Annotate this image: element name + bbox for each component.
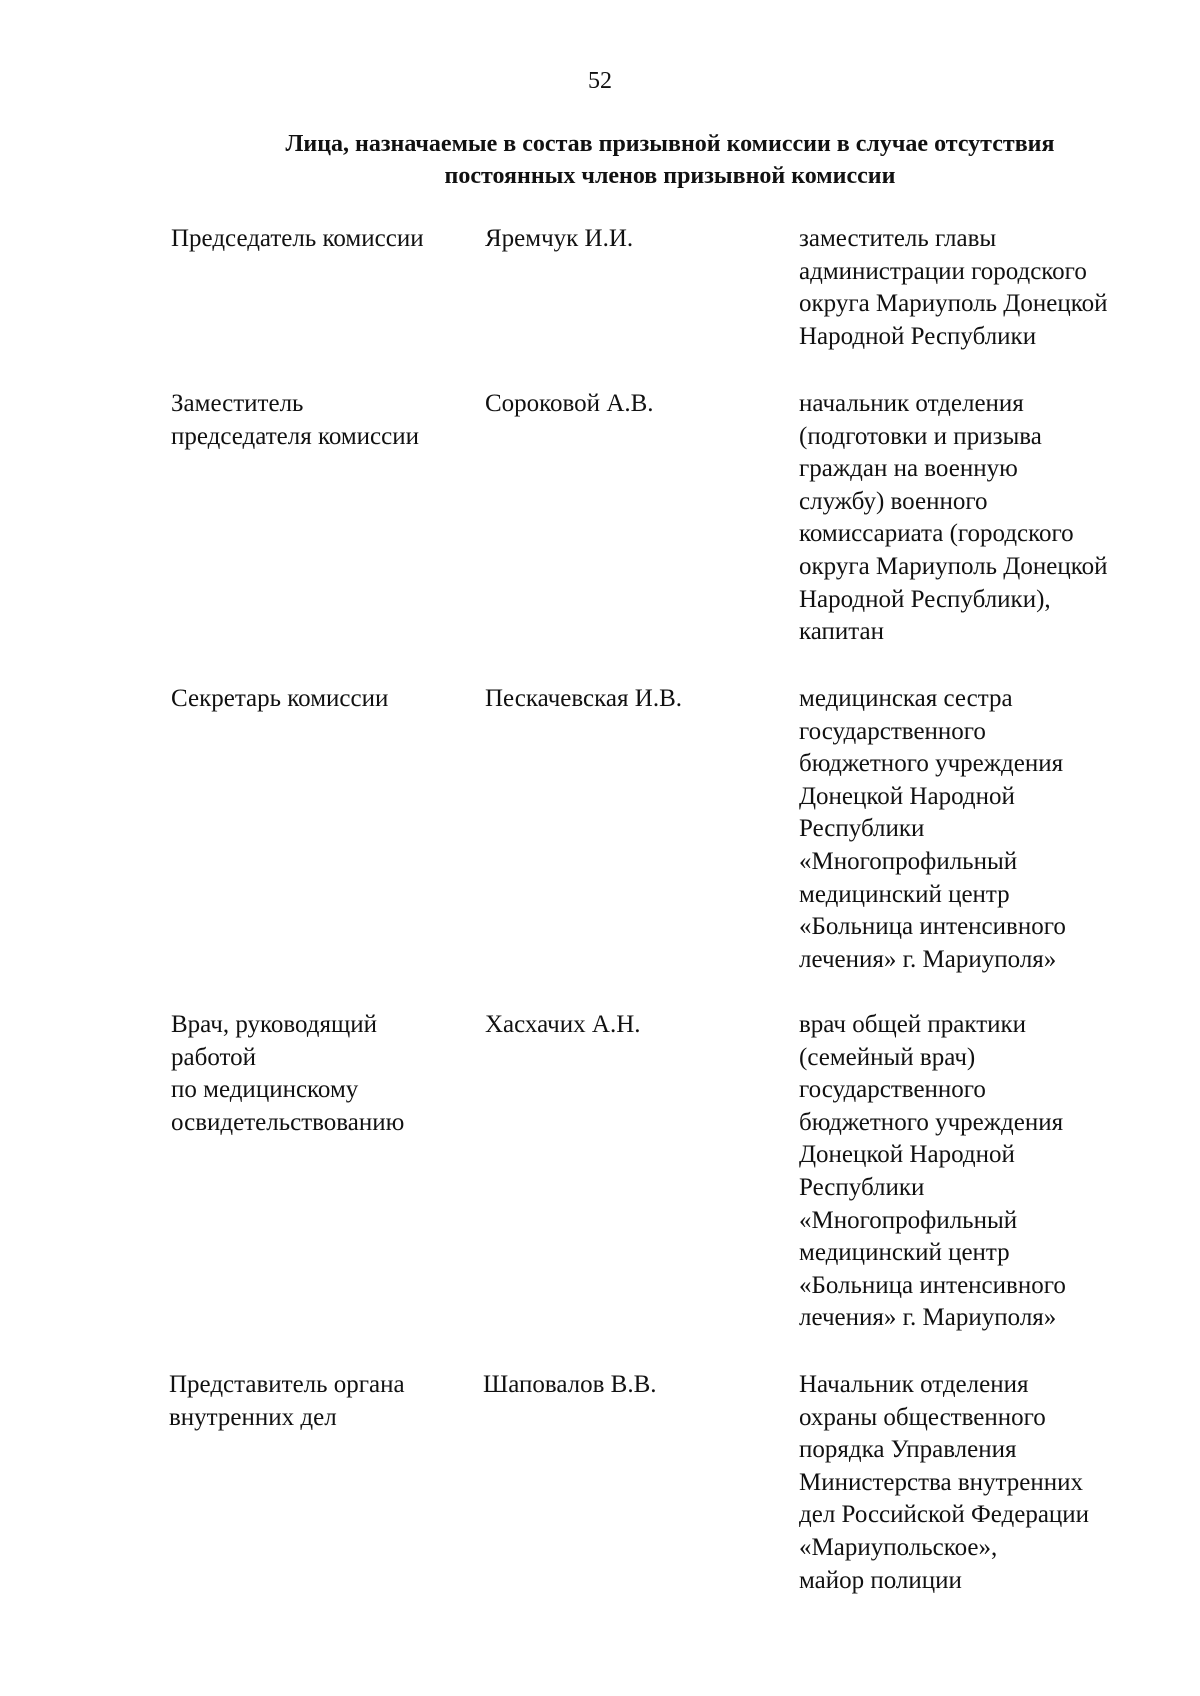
position-line: Донецкой Народной — [799, 1141, 1015, 1169]
position-line: заместитель главы — [799, 225, 997, 252]
position-line: Народной Республики), — [799, 585, 1051, 613]
position-line: медицинская сестра — [799, 685, 1013, 712]
position-line: капитан — [799, 618, 884, 646]
position-line: Начальник отделения — [799, 1371, 1029, 1398]
position-line: Республики — [799, 1173, 925, 1201]
role-line: Председатель комиссии — [171, 225, 424, 252]
document-title — [150, 128, 1190, 192]
entry-name — [485, 388, 785, 421]
entry-role — [171, 683, 471, 716]
position-line: лечения» г. Мариуполя» — [799, 945, 1057, 973]
position-line: «Многопрофильный — [799, 1206, 1018, 1234]
position-line: врач общей практики — [799, 1011, 1027, 1038]
position-line: округа Мариуполь Донецкой — [799, 552, 1108, 580]
position-line: бюджетного учреждения — [799, 750, 1064, 778]
position-line: администрации городского — [799, 257, 1087, 285]
position-line: «Мариупольское», — [799, 1533, 998, 1561]
name-line: Шаповалов В.В. — [483, 1371, 657, 1398]
entry-role — [171, 223, 471, 256]
role-line: работой — [171, 1043, 256, 1071]
entry-name — [485, 223, 785, 256]
position-line: порядка Управления — [799, 1436, 1017, 1464]
name-line: Яремчук И.И. — [485, 225, 634, 252]
role-line: внутренних дел — [169, 1403, 337, 1431]
role-line: освидетельствованию — [171, 1108, 405, 1136]
title-line: постоянных членов призывной комиссии — [444, 163, 896, 189]
entry-role — [169, 1369, 469, 1434]
position-line: граждан на военную — [799, 455, 1018, 483]
position-line: Донецкой Народной — [799, 782, 1015, 810]
name-line: Пескачевская И.В. — [485, 685, 682, 712]
entry-name — [485, 1009, 785, 1042]
position-line: государственного — [799, 1076, 986, 1104]
role-line: Заместитель — [171, 390, 304, 417]
entry-position — [799, 388, 1179, 649]
name-line: Хасхачих А.Н. — [485, 1011, 641, 1038]
position-line: бюджетного учреждения — [799, 1108, 1064, 1136]
position-line: медицинский центр — [799, 1239, 1010, 1267]
entry-position — [799, 1009, 1179, 1335]
position-line: начальник отделения — [799, 390, 1024, 417]
position-line: Народной Республики — [799, 322, 1037, 350]
position-line: службу) военного — [799, 487, 988, 515]
position-line: государственного — [799, 717, 986, 745]
role-line: Врач, руководящий — [171, 1011, 378, 1038]
position-line: медицинский центр — [799, 880, 1010, 908]
entry-position — [799, 223, 1179, 353]
position-line: Республики — [799, 815, 925, 843]
position-line: Министерства внутренних — [799, 1468, 1083, 1496]
role-line: председателя комиссии — [171, 422, 419, 450]
role-line: Представитель органа — [169, 1371, 405, 1398]
entry-position — [799, 683, 1179, 976]
position-line: (семейный врач) — [799, 1043, 976, 1071]
entry-role — [171, 1009, 471, 1139]
position-line: майор полиции — [799, 1566, 962, 1594]
position-line: «Больница интенсивного — [799, 913, 1066, 941]
position-line: «Многопрофильный — [799, 847, 1018, 875]
entry-name — [483, 1369, 783, 1402]
role-line: по медицинскому — [171, 1076, 359, 1104]
entry-name — [485, 683, 785, 716]
name-line: Сороковой А.В. — [485, 390, 654, 417]
position-line: (подготовки и призыва — [799, 422, 1042, 450]
position-line: дел Российской Федерации — [799, 1501, 1090, 1529]
title-line: Лица, назначаемые в состав призывной комиссии в случае отсутствия — [285, 131, 1055, 157]
position-line: комиссариата (городского — [799, 520, 1074, 548]
position-line: лечения» г. Мариуполя» — [799, 1304, 1057, 1332]
entry-role — [171, 388, 471, 453]
position-line: охраны общественного — [799, 1403, 1046, 1431]
position-line: «Больница интенсивного — [799, 1271, 1066, 1299]
position-line: округа Мариуполь Донецкой — [799, 290, 1108, 318]
role-line: Секретарь комиссии — [171, 685, 389, 712]
page-number: 52 — [588, 68, 612, 94]
entry-position — [799, 1369, 1179, 1597]
